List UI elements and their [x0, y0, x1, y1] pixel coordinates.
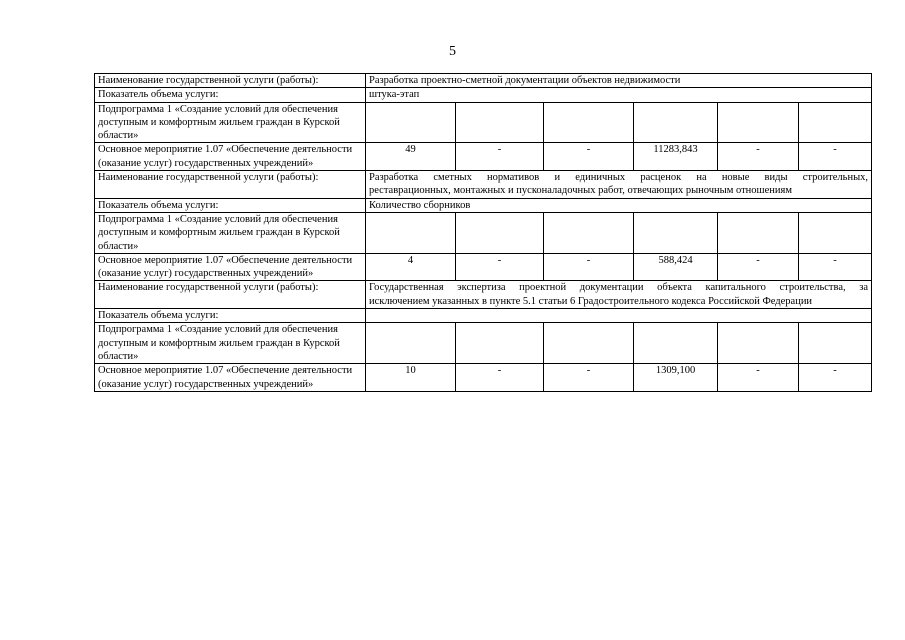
value-cell: - [718, 143, 799, 171]
value-cell: - [799, 143, 872, 171]
service-label: Наименование государственной услуги (работы): [95, 171, 366, 199]
value-cell: - [718, 364, 799, 392]
value-cell: 10 [366, 364, 456, 392]
value-cell: - [799, 253, 872, 281]
service-name [366, 171, 872, 199]
service-name [366, 74, 872, 88]
service-label: Наименование государственной услуги (работы): [95, 281, 366, 309]
activity-row [95, 253, 872, 281]
subprogram-text: Подпрограмма 1 «Создание условий для обеспечения доступным и комфортным жильем граждан в Курской области» [95, 212, 366, 253]
service-name-row [95, 74, 872, 88]
value-cell [456, 323, 544, 364]
value-cell [799, 102, 872, 143]
value-cell: 49 [366, 143, 456, 171]
indicator-value [366, 309, 872, 323]
indicator-label: Показатель объема услуги: [95, 198, 366, 212]
activity-row [95, 364, 872, 392]
value-cell [718, 102, 799, 143]
indicator-value: Количество сборников [366, 198, 872, 212]
value-cell: - [544, 143, 634, 171]
service-name-line: реставрационных, монтажных и пусконаладочных работ, отвечающих рыночным отношениям [369, 185, 792, 197]
value-cell [544, 102, 634, 143]
service-name-line: исключением указанных в пункте 5.1 статьи 6 Градостроительного кодекса Российской Федерации [369, 295, 813, 307]
value-cell: - [456, 253, 544, 281]
page-number: 5 [449, 44, 456, 59]
value-cell: 1309,100 [634, 364, 718, 392]
value-cell [456, 212, 544, 253]
value-cell [544, 212, 634, 253]
activity-text: Основное мероприятие 1.07 «Обеспечение деятельности (оказание услуг) государственных учреждений» [95, 253, 366, 281]
value-cell: - [456, 143, 544, 171]
indicator-row [95, 309, 872, 323]
value-cell: - [799, 364, 872, 392]
subprogram-row [95, 102, 872, 143]
value-cell: - [718, 253, 799, 281]
value-cell [799, 323, 872, 364]
indicator-label: Показатель объема услуги: [95, 88, 366, 102]
value-cell [718, 323, 799, 364]
subprogram-text: Подпрограмма 1 «Создание условий для обеспечения доступным и комфортным жильем граждан в Курской области» [95, 323, 366, 364]
indicator-label: Показатель объема услуги: [95, 309, 366, 323]
value-cell [634, 323, 718, 364]
activity-text: Основное мероприятие 1.07 «Обеспечение деятельности (оказание услуг) государственных учреждений» [95, 143, 366, 171]
value-cell [634, 212, 718, 253]
value-cell: 11283,843 [634, 143, 718, 171]
services-table [94, 73, 872, 392]
service-name-line: Разработка проектно-сметной документации объектов недвижимости [369, 75, 681, 86]
value-cell [634, 102, 718, 143]
service-name-row [95, 171, 872, 199]
value-cell [718, 212, 799, 253]
value-cell: - [456, 364, 544, 392]
subprogram-row [95, 212, 872, 253]
subprogram-row [95, 323, 872, 364]
value-cell [456, 102, 544, 143]
value-cell [544, 323, 634, 364]
activity-text: Основное мероприятие 1.07 «Обеспечение деятельности (оказание услуг) государственных учреждений» [95, 364, 366, 392]
value-cell [366, 102, 456, 143]
service-name-line: Разработка сметных нормативов и единичных расценок на новые виды строительных, [369, 172, 869, 184]
value-cell: 588,424 [634, 253, 718, 281]
service-name-row [95, 281, 872, 309]
activity-row [95, 143, 872, 171]
indicator-row [95, 88, 872, 102]
value-cell: - [544, 253, 634, 281]
value-cell: - [544, 364, 634, 392]
value-cell [366, 212, 456, 253]
subprogram-text: Подпрограмма 1 «Создание условий для обеспечения доступным и комфортным жильем граждан в Курской области» [95, 102, 366, 143]
service-label: Наименование государственной услуги (работы): [95, 74, 366, 88]
value-cell: 4 [366, 253, 456, 281]
indicator-row [95, 198, 872, 212]
indicator-value: штука-этап [366, 88, 872, 102]
service-name-line: Государственная экспертиза проектной документации объекта капитального строительства, за [369, 282, 869, 294]
value-cell [799, 212, 872, 253]
value-cell [366, 323, 456, 364]
service-name [366, 281, 872, 309]
